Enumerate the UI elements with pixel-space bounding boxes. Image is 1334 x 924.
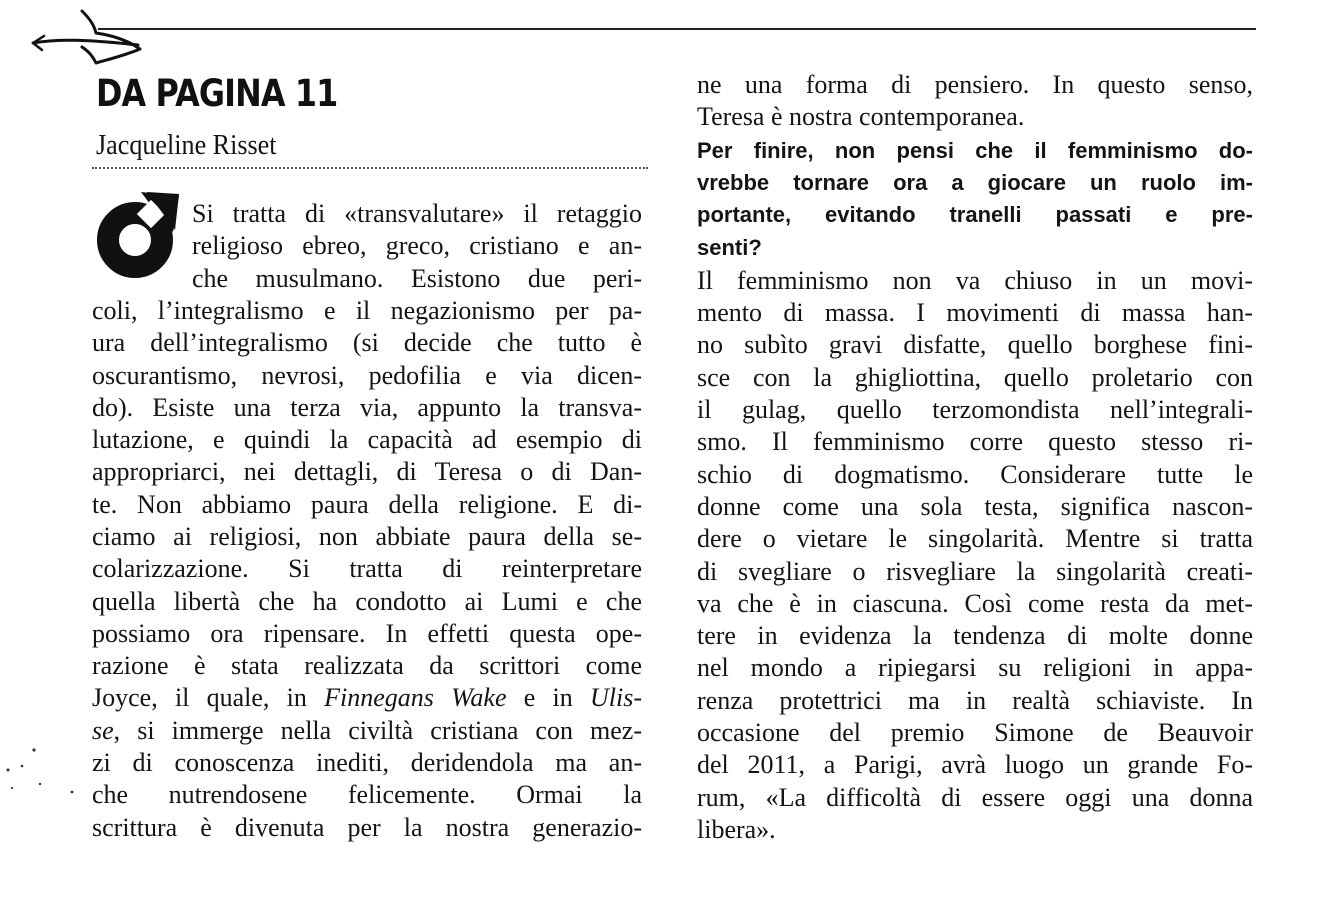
text-line: portante, evitando tranelli passati e pre- <box>697 202 1253 227</box>
text-line: Si tratta di «transvalutare» il retaggio <box>192 199 642 228</box>
text-span: e in <box>506 683 590 712</box>
text-line: possiamo ora ripensare. In effetti questa ope- <box>92 619 642 648</box>
text-line: di svegliare o risvegliare la singolarità creati- <box>697 557 1253 586</box>
text-line: dere o vietare le singolarità. Mentre si tratta <box>697 524 1253 553</box>
page-heading: DA PAGINA 11 <box>96 72 338 115</box>
text-line: occasione del premio Simone de Beauvoir <box>697 718 1253 747</box>
text-line: religioso ebreo, greco, cristiano e an- <box>192 231 642 260</box>
text-line: va che è in ciascuna. Così come resta da met- <box>697 589 1253 618</box>
text-line: Teresa è nostra contemporanea. <box>697 102 1025 131</box>
dotted-divider <box>92 167 648 169</box>
text-line: donne come una sola testa, significa nascon- <box>697 492 1253 521</box>
text-line: mento di massa. I movimenti di massa han- <box>697 298 1253 327</box>
text-line: sce con la ghigliottina, quello proletario con <box>697 363 1253 392</box>
text-span: Ulis- <box>589 683 642 712</box>
text-line: Il femminismo non va chiuso in un movi- <box>697 266 1253 295</box>
right-column <box>697 70 1253 870</box>
text-line: del 2011, a Parigi, avrà luogo un grande Fo- <box>697 750 1253 779</box>
text-line: coli, l’integralismo e il negazionismo per pa- <box>92 296 642 325</box>
text-span: Finnegans Wake <box>324 683 507 712</box>
text-line: Per finire, non pensi che il femminismo do- <box>697 138 1253 163</box>
text-line: do). Esiste una terza via, appunto la transva- <box>92 393 642 422</box>
left-column <box>92 199 642 859</box>
text-line: smo. Il femminismo corre questo stesso ri- <box>697 427 1253 456</box>
text-line: che musulmano. Esistono due peri- <box>192 264 642 293</box>
text-line <box>92 716 642 746</box>
text-line: ciamo ai religiosi, non abbiate paura della se- <box>92 522 642 551</box>
text-line: oscurantismo, nevrosi, pedofilia e via dicen- <box>92 361 642 390</box>
top-rule <box>98 28 1256 30</box>
text-span: , si immerge nella civiltà cristiana con mez- <box>113 716 642 745</box>
text-line: rum, «La difficoltà di essere oggi una donna <box>697 783 1253 812</box>
text-line: il gulag, quello terzomondista nell’integrali- <box>697 395 1253 424</box>
text-line: ura dell’integralismo (si decide che tutto è <box>92 328 642 357</box>
text-line <box>92 683 642 713</box>
text-line: renza protettrici ma in realtà schiaviste. In <box>697 686 1253 715</box>
text-line: lutazione, e quindi la capacità ad esempio di <box>92 425 642 454</box>
text-line: vrebbe tornare ora a giocare un ruolo im- <box>697 170 1253 195</box>
text-line: quella libertà che ha condotto ai Lumi e che <box>92 587 642 616</box>
text-line: che nutrendosene felicemente. Ormai la <box>92 780 642 809</box>
text-line: tere in evidenza la tendenza di molte donne <box>697 621 1253 650</box>
text-line: zi di conoscenza inediti, deridendola ma an- <box>92 748 642 777</box>
text-line: razione è stata realizzata da scrittori come <box>92 651 642 680</box>
text-span: Joyce, il quale, in <box>92 683 325 712</box>
text-line: senti? <box>697 235 762 260</box>
author-name: Jacqueline Risset <box>96 129 277 161</box>
text-line: colarizzazione. Si tratta di reinterpretare <box>92 554 642 583</box>
text-line: nel mondo a ripiegarsi su religioni in appa- <box>697 653 1253 682</box>
text-line: no subìto gravi disfatte, quello borghese fini- <box>697 330 1253 359</box>
text-span: se <box>92 716 114 745</box>
text-line: te. Non abbiamo paura della religione. E di- <box>92 490 642 519</box>
margin-specks <box>0 740 90 810</box>
text-line: schio di dogmatismo. Considerare tutte le <box>697 460 1253 489</box>
hand-drawn-arrow-icon <box>30 5 150 67</box>
text-line: libera». <box>697 815 776 844</box>
text-line: appropriarci, nei dettagli, di Teresa o di Dan- <box>92 457 642 486</box>
text-line: ne una forma di pensiero. In questo senso, <box>697 70 1253 99</box>
text-line: scrittura è divenuta per la nostra generazio- <box>92 813 642 842</box>
